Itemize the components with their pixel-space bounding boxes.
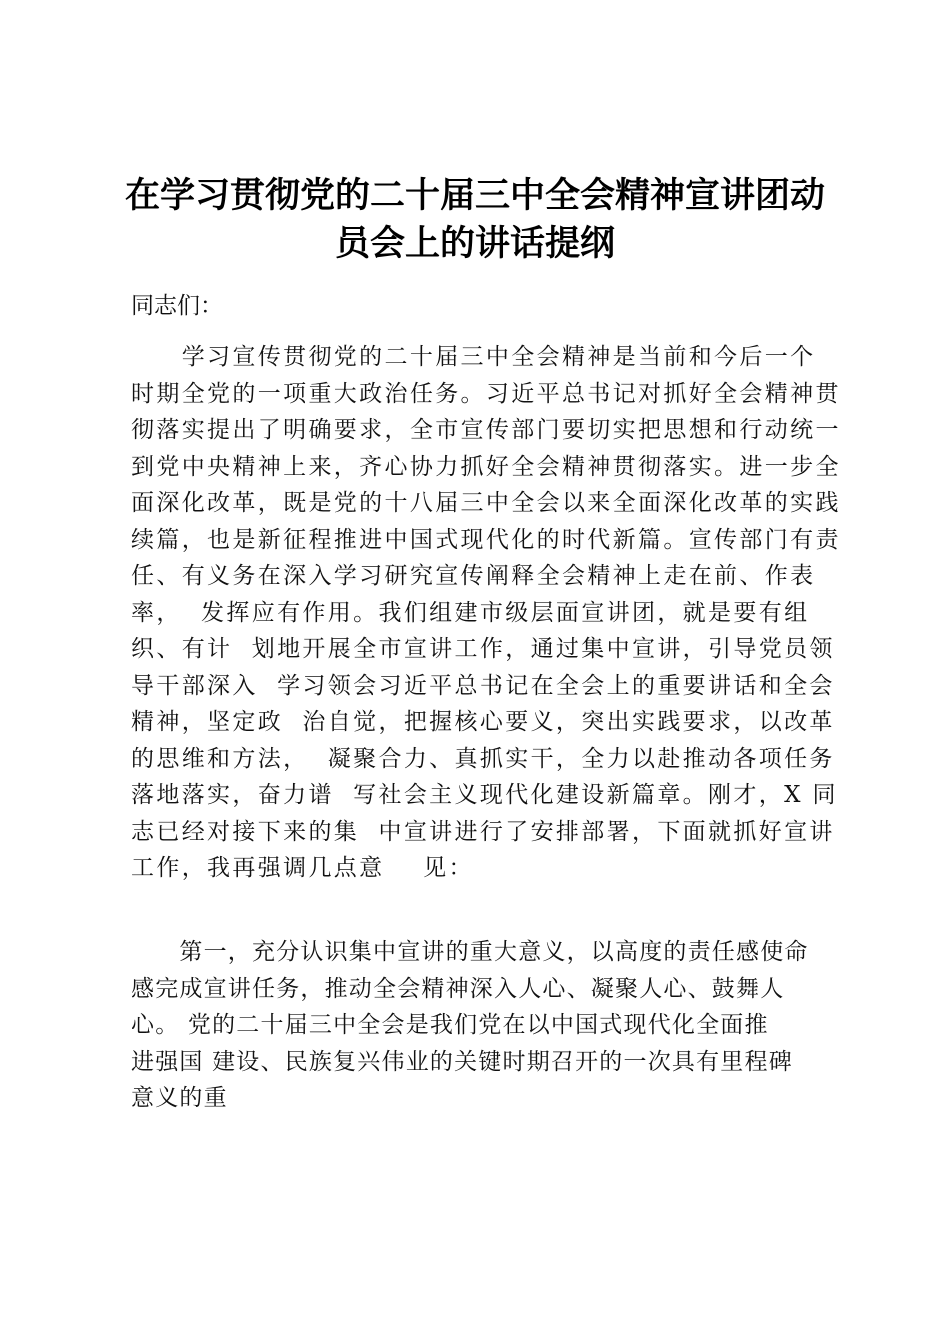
paragraph-line: 志已经对接下来的集 中宣讲进行了安排部署，下面就抓好宣讲 bbox=[131, 818, 835, 845]
salutation: 同志们： bbox=[131, 293, 223, 319]
paragraph-line: 意义的重 bbox=[131, 1085, 228, 1111]
document-title bbox=[100, 172, 850, 268]
paragraph-line: 任、有义务在深入学习研究宣传阐释全会精神上走在前、作表 bbox=[131, 563, 816, 589]
paragraph-line: 织、有计 划地开展全市宣讲工作，通过集中宣讲，引导党员领 bbox=[131, 636, 835, 662]
body-paragraph-2 bbox=[131, 934, 841, 1117]
paragraph-line: 率， 发挥应有作用。我们组建市级层面宣讲团，就是要有组 bbox=[131, 599, 810, 626]
paragraph-line: 感完成宣讲任务，推动全会精神深入人心、凝聚人心、鼓舞人 bbox=[131, 975, 785, 1002]
paragraph-line: 彻落实提出了明确要求，全市宣传部门要切实把思想和行动统一 bbox=[131, 417, 841, 443]
body-paragraph-1 bbox=[131, 339, 841, 887]
paragraph-line: 进强国 建设、民族复兴伟业的关键时期召开的一次具有里程碑 bbox=[131, 1048, 793, 1075]
paragraph-line: 导干部深入 学习领会习近平总书记在全会上的重要讲话和全会 bbox=[131, 672, 835, 699]
paragraph-line: 的思维和方法， 凝聚合力、真抓实干，全力以赴推动各项任务 bbox=[131, 745, 835, 772]
paragraph-line: 续篇，也是新征程推进中国式现代化的时代新篇。宣传部门有责 bbox=[131, 526, 841, 553]
paragraph-line: 精神，坚定政 治自觉，把握核心要义，突出实践要求，以改革 bbox=[131, 709, 835, 735]
title-line: 在学习贯彻党的二十届三中全会精神宣讲团动 bbox=[124, 176, 825, 216]
paragraph-line: 学习宣传贯彻党的二十届三中全会精神是当前和今后一个 bbox=[131, 344, 816, 370]
paragraph-line: 到党中央精神上来，齐心协力抓好全会精神贯彻落实。进一步全 bbox=[131, 453, 841, 480]
paragraph-line: 心。 党的二十届三中全会是我们党在以中国式现代化全面推 bbox=[131, 1012, 769, 1038]
paragraph-line: 时期全党的一项重大政治任务。习近平总书记对抓好全会精神贯 bbox=[131, 380, 841, 407]
paragraph-line: 工作，我再强调几点意 见： bbox=[131, 855, 474, 881]
paragraph-line: 落地落实，奋力谱 写社会主义现代化建设新篇章。刚才，X 同 bbox=[131, 782, 838, 808]
paragraph-line: 第一，充分认识集中宣讲的重大意义，以高度的责任感使命 bbox=[131, 939, 809, 965]
paragraph-line: 面深化改革，既是党的十八届三中全会以来全面深化改革的实践 bbox=[131, 490, 841, 516]
title-line: 员会上的讲话提纲 bbox=[334, 224, 615, 264]
